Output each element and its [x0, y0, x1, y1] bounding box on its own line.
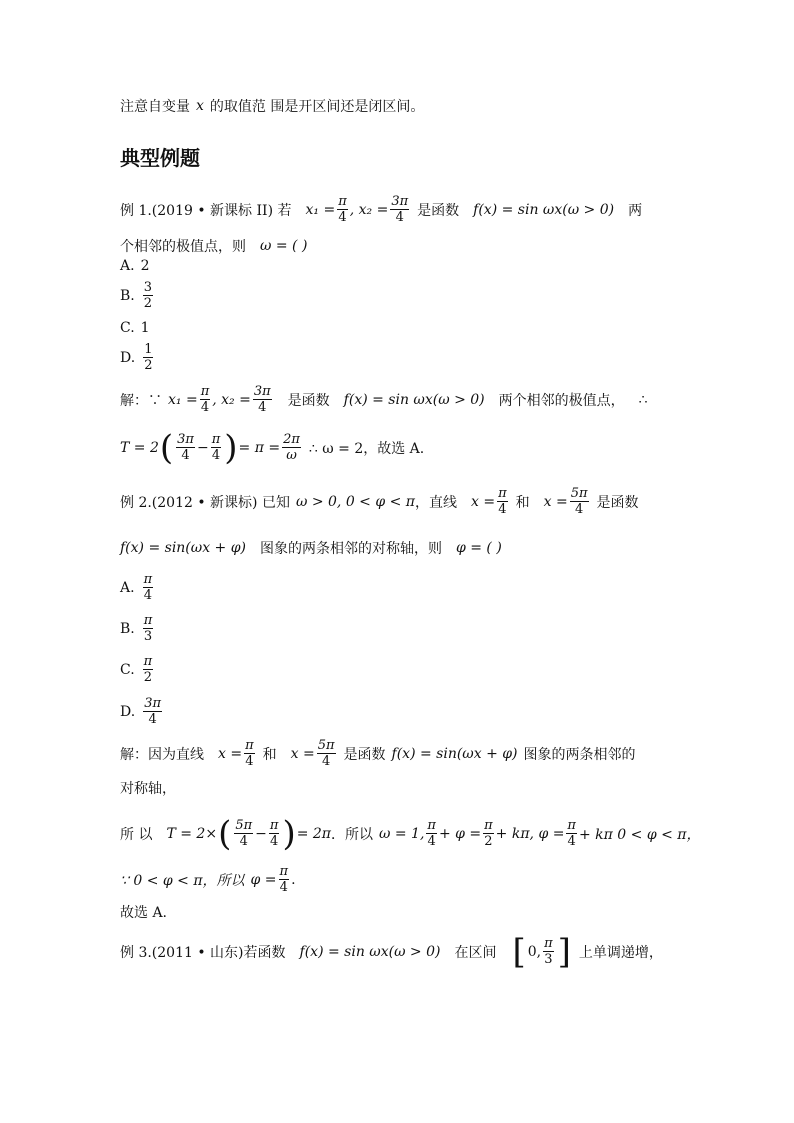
sol-frac-3pi4: $\frac{3\pi}{4}$: [253, 384, 271, 415]
sol-xeq2: x =: [290, 745, 315, 762]
ex1-shi: 是函数: [417, 202, 460, 219]
ex1-tail: 两: [628, 202, 643, 219]
ex2-suoyi: ．所以: [331, 826, 373, 843]
ex2-line1: [120, 486, 639, 517]
ex3-label: 例 3.(2011 • 山东)若函数: [120, 944, 286, 961]
sol-frac-pi4: $\frac{\pi}{4}$: [269, 818, 279, 849]
option-value: 2: [140, 258, 150, 274]
ex2-sol4a: ∵ 0 < φ < π，所以: [120, 872, 245, 889]
frac-2pi-omega: $\frac{2\pi}{\omega}$: [283, 432, 300, 463]
ex2-phieq: φ =: [250, 871, 277, 888]
sol-shi: 是函数: [343, 746, 386, 763]
option-label: A.: [120, 258, 135, 274]
minus: −: [255, 825, 267, 842]
option-frac: $\frac{3}{2}$: [143, 280, 153, 311]
ex1-solution-line1: [120, 384, 648, 415]
ex1-line1: [120, 194, 642, 225]
ex2-sol3a: 所 以: [120, 826, 153, 843]
sol-shi: 是函数: [287, 392, 330, 409]
option-value: 1: [140, 320, 150, 336]
intro-text-a: 注意自变量: [120, 99, 190, 115]
option-frac: $\frac{\pi}{3}$: [143, 613, 153, 644]
ex2-func: f(x) = sin(ωx + φ): [120, 540, 246, 556]
sol-func: f(x) = sin ωx(ω > 0): [343, 391, 485, 408]
ex1-option-b: [120, 280, 155, 311]
ex1-option-c: [120, 320, 150, 336]
sol-he: 和: [262, 746, 277, 763]
sol-frac-3pi4: $\frac{3\pi}{4}$: [177, 432, 194, 463]
ex2-option-c: [120, 654, 155, 685]
ex2-kpi: + kπ, φ =: [495, 825, 565, 842]
ex2-sol2: 对称轴，: [120, 781, 176, 797]
frac-pi2: $\frac{\pi}{2}$: [484, 818, 493, 849]
ex2-frac-5pi4: $\frac{5\pi}{4}$: [570, 486, 588, 517]
intro-line: [120, 96, 424, 116]
intro-text-b: 的取值范 围是开区间还是闭区间。: [209, 99, 425, 115]
sol-frac-5pi4: $\frac{5\pi}{4}$: [317, 738, 335, 769]
ex2-label: 例 2.(2012 • 新课标) 已知: [120, 494, 290, 511]
ex1-x2: , x₂ =: [349, 201, 389, 218]
ex2-omega1: ω = 1,: [379, 825, 425, 842]
option-label: D.: [120, 703, 136, 720]
ex1-line2a: 个相邻的极值点，则: [120, 239, 246, 255]
frac-pi4: $\frac{\pi}{4}$: [427, 818, 436, 849]
ex1-frac-pi4: $\frac{\pi}{4}$: [338, 194, 347, 225]
dot: .: [291, 871, 296, 888]
ex2-shi: 是函数: [596, 494, 639, 511]
solution-label: 解：∵: [120, 392, 162, 409]
ex2-solution-line1: [120, 738, 636, 769]
ex2-xeq: x =: [471, 493, 496, 510]
sol-x1: x₁ =: [168, 391, 198, 408]
section-heading: 典型例题: [120, 146, 200, 170]
sol-frac-pi4: $\frac{\pi}{4}$: [211, 432, 221, 463]
option-label: B.: [120, 287, 135, 304]
minus: −: [196, 439, 209, 456]
option-frac: $\frac{\pi}{4}$: [143, 572, 153, 603]
ex3-tail: 上单调递增，: [578, 944, 663, 961]
option-frac: $\frac{1}{2}$: [144, 342, 153, 373]
ex1-ask: ω = ( ): [260, 238, 308, 254]
intro-var: x: [196, 98, 204, 114]
ex2-T: T = 2×: [166, 825, 218, 842]
option-label: C.: [120, 661, 135, 678]
ex2-he: 和: [515, 494, 530, 511]
ex2-eq2pi: = 2π: [296, 825, 331, 842]
ex2-plusphi: + φ =: [438, 825, 482, 842]
ex2-option-b: [120, 613, 155, 644]
ex1-conclusion: ∴ ω = 2，故选 A.: [308, 440, 425, 457]
ex2-solution-line3: 所 以 T = 2× ( $\frac{5\pi}{4}$ − $\frac{\pi}{4}$ ) = 2π ．所以 ω = 1, $\frac{\pi}{4}$ + φ = $\frac{\pi}{2}$ + kπ, φ = $\frac{\pi}{4}$ + kπ 0 < φ < π，: [120, 813, 701, 854]
ex2-kpi2: + kπ 0 < φ < π，: [578, 826, 701, 843]
frac-pi4: $\frac{\pi}{4}$: [279, 864, 289, 895]
option-frac: $\frac{\pi}{2}$: [143, 654, 153, 685]
ex3-zero: 0,: [527, 943, 542, 960]
sol-frac-5pi4: $\frac{5\pi}{4}$: [235, 818, 253, 849]
frac-pi4: $\frac{\pi}{4}$: [567, 818, 576, 849]
sol-xeq: x =: [218, 745, 243, 762]
option-label: D.: [120, 349, 136, 366]
ex1-line2: [120, 236, 307, 256]
ex2-solution-line4: [120, 864, 296, 895]
ex1-option-a: [120, 258, 149, 274]
ex1-label: 例 1.(2019 • 新课标 II) 若: [120, 202, 292, 219]
ex2-conc: 故选 A.: [120, 905, 168, 921]
period-T: T = 2: [120, 439, 159, 456]
sol-text: 两个相邻的极值点，: [498, 392, 625, 409]
therefore-symbol: ∴: [638, 391, 648, 408]
sol-frac-pi4: $\frac{\pi}{4}$: [245, 738, 254, 769]
eq-pi: = π =: [238, 439, 281, 456]
ex1-x1: x₁ =: [305, 201, 336, 218]
ex1-func: f(x) = sin ωx(ω > 0): [473, 201, 615, 218]
ex3-line1: 例 3.(2011 • 山东)若函数 f(x) = sin ωx(ω > 0) 在区间 [ 0, $\frac{\pi}{3}$ ] 上单调递增，: [120, 931, 663, 972]
option-frac: $\frac{3\pi}{4}$: [144, 696, 162, 727]
ex2-line-text: ，直线: [415, 494, 457, 511]
ex2-sol1: 解：因为直线: [120, 746, 204, 763]
ex1-option-d: [120, 342, 155, 373]
ex3-func: f(x) = sin ωx(ω > 0): [299, 943, 441, 960]
sol-frac-pi4: $\frac{\pi}{4}$: [200, 384, 210, 415]
sol-x2: , x₂ =: [212, 391, 251, 408]
ex2-xeq2: x =: [543, 493, 568, 510]
sol-text: 图象的两条相邻的: [523, 746, 636, 763]
option-label: A.: [120, 579, 135, 596]
sol-func: f(x) = sin(ωx + φ): [391, 745, 518, 762]
option-label: B.: [120, 620, 135, 637]
ex1-frac-3pi4: $\frac{3\pi}{4}$: [391, 194, 409, 225]
ex2-option-d: [120, 696, 164, 727]
ex2-line2: [120, 538, 502, 558]
option-label: C.: [120, 320, 135, 336]
ex2-frac-pi4: $\frac{\pi}{4}$: [498, 486, 507, 517]
ex2-line2-text: 图象的两条相邻的对称轴，则: [259, 541, 442, 557]
ex2-option-a: [120, 572, 155, 603]
ex2-conclusion: [120, 902, 167, 922]
ex3-frac-pi3: $\frac{\pi}{3}$: [544, 936, 553, 967]
ex2-cond: ω > 0, 0 < φ < π: [295, 493, 415, 510]
ex1-solution-line2: T = 2 ( $\frac{3\pi}{4}$ − $\frac{\pi}{4}$ ) = π = $\frac{2\pi}{\omega}$ ∴ ω = 2，故选 A.: [120, 427, 425, 468]
ex3-mid: 在区间: [454, 944, 497, 961]
ex2-solution-line2: [120, 778, 176, 798]
ex2-ask: φ = ( ): [455, 540, 502, 556]
